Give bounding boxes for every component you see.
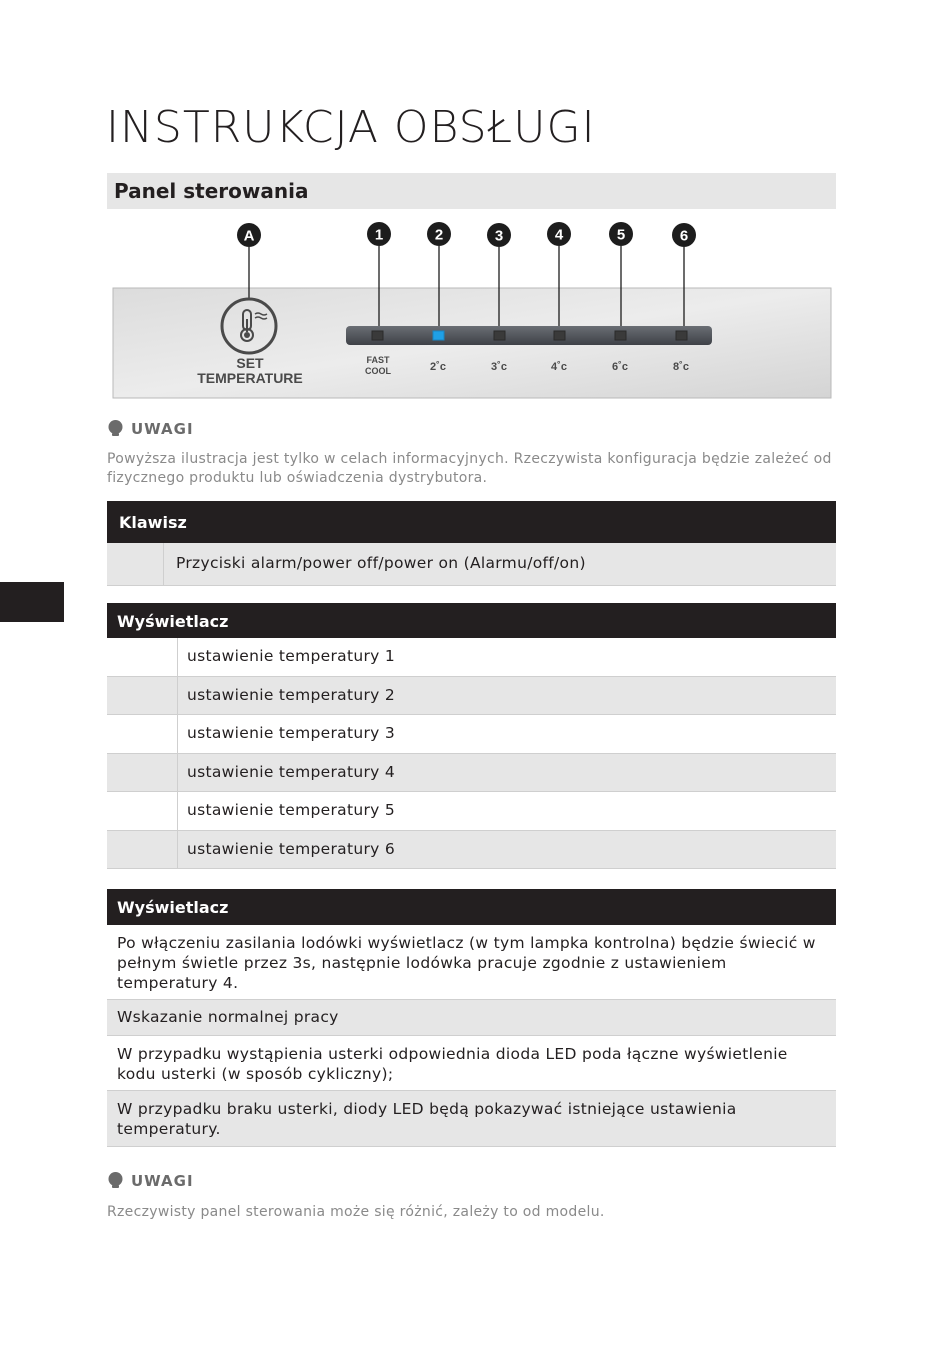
section-title: Panel sterowania [114, 179, 309, 203]
set-label-line1: SET [236, 355, 264, 371]
key-cell [107, 638, 178, 676]
row-text: Wskazanie normalnej pracy [117, 1008, 339, 1026]
fast-label: FAST [366, 355, 390, 365]
row-text: ustawienie temperatury 6 [187, 839, 395, 858]
table-row [107, 792, 836, 831]
section-header [107, 173, 836, 209]
display-table [107, 603, 836, 869]
callout-5-label: 5 [616, 226, 626, 244]
temp-label-3c: 3˚c [491, 361, 507, 373]
temp-label-6c: 6˚c [612, 361, 628, 373]
temp-label-4c: 4˚c [551, 361, 567, 373]
table-row [107, 677, 836, 716]
row-text: ustawienie temperatury 2 [187, 685, 395, 704]
note-heading [107, 1172, 194, 1190]
display-table-header [107, 603, 836, 638]
key-cell [107, 715, 178, 753]
led-fast-cool [372, 331, 383, 340]
callout-4 [547, 222, 571, 246]
callout-a-label: A [243, 227, 255, 245]
table-row [107, 831, 836, 870]
callout-2 [427, 222, 451, 246]
led-strip [346, 326, 712, 345]
temp-label-8c: 8˚c [673, 361, 689, 373]
led-4c [554, 331, 565, 340]
callout-4-label: 4 [554, 226, 564, 244]
callout-6-label: 6 [679, 227, 689, 245]
key-cell [107, 754, 178, 792]
set-label-line2: TEMPERATURE [197, 370, 303, 386]
table-row [107, 543, 836, 586]
led-6c [615, 331, 626, 340]
display-info-table [107, 889, 836, 1147]
lightbulb-icon [107, 420, 124, 437]
note-heading-text: UWAGI [131, 420, 194, 438]
table-row [107, 925, 836, 1000]
callout-6 [672, 223, 696, 247]
table-row [107, 754, 836, 793]
key-cell [107, 543, 164, 585]
key-table [107, 501, 836, 586]
callout-5 [609, 222, 633, 246]
temp-label-2c: 2˚c [430, 361, 446, 373]
row-text: ustawienie temperatury 4 [187, 762, 395, 781]
page-title: INSTRUKCJA OBSŁUGI [106, 102, 596, 153]
table-row [107, 1036, 836, 1091]
row-text: W przypadku wystąpienia usterki odpowiednia dioda LED poda łączne wyświetlenie kodu usterki (w sposób cykliczny); [117, 1045, 788, 1083]
chapter-tab-marker [0, 582, 64, 622]
callout-2-label: 2 [434, 226, 444, 244]
callout-1 [367, 222, 391, 246]
lightbulb-icon [107, 1172, 124, 1189]
cool-label: COOL [365, 366, 391, 376]
table-row [107, 715, 836, 754]
table-row [107, 1091, 836, 1147]
note-heading-text: UWAGI [131, 1172, 194, 1190]
row-text: ustawienie temperatury 1 [187, 647, 395, 665]
note-text: Powyższa ilustracja jest tylko w celach informacyjnych. Rzeczywista konfiguracja będzie zależeć od fizycznego produktu lub oświadczenia dystrybutora. [107, 451, 832, 486]
key-cell [107, 677, 178, 715]
row-text: ustawienie temperatury 3 [187, 724, 395, 742]
control-panel-diagram [0, 215, 950, 405]
callout-3 [487, 223, 511, 247]
callout-a [237, 223, 261, 247]
key-cell [107, 831, 178, 869]
key-table-header-text: Klawisz [119, 513, 187, 532]
display-table-header-text: Wyświetlacz [117, 612, 229, 631]
row-text: ustawienie temperatury 5 [187, 801, 395, 819]
table-row [107, 638, 836, 677]
key-table-header [107, 501, 836, 543]
callout-3-label: 3 [494, 227, 504, 245]
led-2c-active [433, 331, 444, 340]
key-cell [107, 792, 178, 830]
display-info-header [107, 889, 836, 925]
row-text: Przyciski alarm/power off/power on (Alarmu/off/on) [176, 554, 586, 572]
row-text: W przypadku braku usterki, diody LED będą pokazywać istniejące ustawienia temperatury. [117, 1100, 737, 1138]
led-8c [676, 331, 687, 340]
row-text: Po włączeniu zasilania lodówki wyświetlacz (w tym lampka kontrolna) będzie świecić w pełnym świetle przez 3s, następnie lodówka pracuje zgodnie z ustawieniem temperatury 4. [117, 934, 816, 992]
note-heading [107, 420, 194, 438]
led-3c [494, 331, 505, 340]
table-row [107, 1000, 836, 1036]
note-text: Rzeczywisty panel sterowania może się różnić, zależy to od modelu. [107, 1204, 605, 1220]
display-info-header-text: Wyświetlacz [117, 898, 229, 917]
callout-1-label: 1 [374, 226, 384, 244]
